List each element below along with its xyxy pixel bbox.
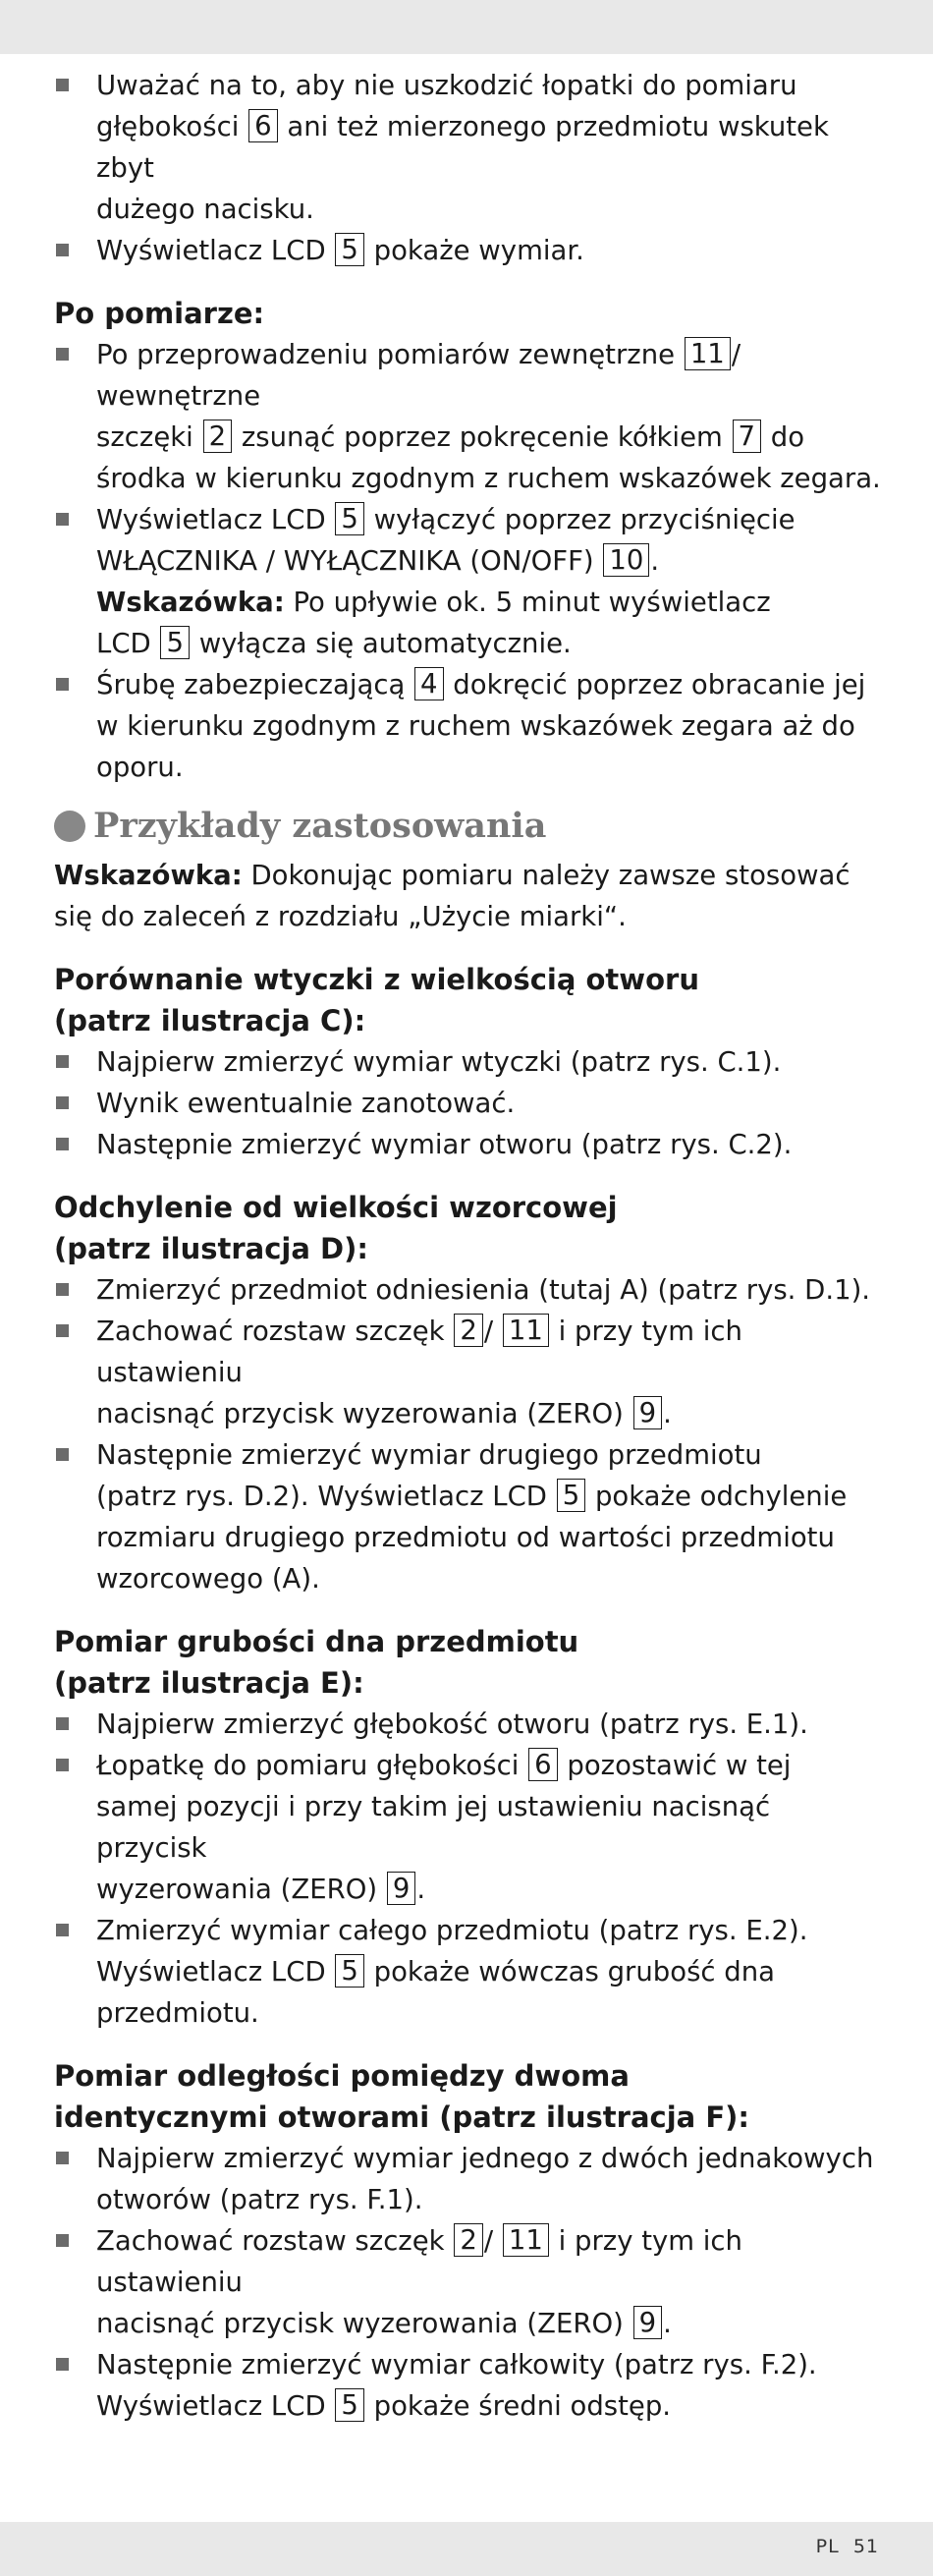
part-number-box: 5 xyxy=(335,233,364,266)
list-item: Wynik ewentualnie zanotować. xyxy=(54,1083,889,1124)
list-item: Najpierw zmierzyć wymiar wtyczki (patrz rys. C.1). xyxy=(54,1041,889,1083)
part-number-box: 2 xyxy=(454,2223,483,2257)
part-number-box: 10 xyxy=(603,543,649,577)
list-item: Następnie zmierzyć wymiar drugiego przedmiotu (patrz rys. D.2). Wyświetlacz LCD 5 pokaże odchylenie rozmiaru drugiego przedmiotu od wartości przedmiotu wzorcowego (A). xyxy=(54,1434,889,1599)
list-item: Najpierw zmierzyć głębokość otworu (patrz rys. E.1). xyxy=(54,1704,889,1745)
part-number-box: 2 xyxy=(454,1314,483,1347)
header-band xyxy=(0,0,933,54)
list-item: Wyświetlacz LCD 5 wyłączyć poprzez przyciśnięcie WŁĄCZNIKA / WYŁĄCZNIKA (ON/OFF) 10 . Wskazówka: Po upływie ok. 5 minut wyświetlacz LCD 5 wyłącza się automatycznie. xyxy=(54,499,889,664)
part-number-box: 5 xyxy=(557,1479,586,1512)
page-number: PL 51 xyxy=(815,2536,879,2557)
subsection-c xyxy=(54,959,889,1165)
part-number-box: 9 xyxy=(633,1396,663,1429)
note-paragraph: Wskazówka: Dokonując pomiaru należy zawsze stosować się do zaleceń z rozdziału „Użycie miarki“. xyxy=(54,860,851,932)
part-number-box: 11 xyxy=(503,1314,549,1347)
list-item: Zachować rozstaw szczęk 2 / 11 i przy tym ich ustawieniu nacisnąć przycisk wyzerowania (ZERO) 9 . xyxy=(54,2220,889,2344)
part-number-box: 6 xyxy=(248,109,278,142)
list-item: Śrubę zabezpieczającą 4 dokręcić poprzez obracanie jej w kierunku zgodnym z ruchem wskazówek zegara aż do oporu. xyxy=(54,664,889,788)
subsection-heading: Pomiar grubości dna przedmiotu (patrz ilustracja E): xyxy=(54,1625,579,1700)
list-item: Zachować rozstaw szczęk 2 / 11 i przy tym ich ustawieniu nacisnąć przycisk wyzerowania (ZERO) 9 . xyxy=(54,1311,889,1434)
subsection-heading: Odchylenie od wielkości wzorcowej (patrz ilustracja D): xyxy=(54,1191,618,1265)
part-number-box: 5 xyxy=(335,1954,364,1988)
section-title: Przykłady zastosowania xyxy=(54,802,889,851)
part-number-box: 9 xyxy=(387,1872,416,1905)
part-number-box: 5 xyxy=(335,2388,364,2422)
subsection-heading: Porównanie wtyczki z wielkością otworu (patrz ilustracja C): xyxy=(54,963,699,1037)
list-item: Po przeprowadzeniu pomiarów zewnętrzne 11 / wewnętrzne szczęki 2 zsunąć poprzez pokręcenie kółkiem 7 do środka w kierunku zgodnym z ruchem wskazówek zegara. xyxy=(54,334,889,499)
subsection-f xyxy=(54,2055,889,2427)
part-number-box: 5 xyxy=(335,502,364,535)
list-item: Zmierzyć przedmiot odniesienia (tutaj A) (patrz rys. D.1). xyxy=(54,1269,889,1311)
list-item: Łopatkę do pomiaru głębokości 6 pozostawić w tej samej pozycji i przy takim jej ustawieniu nacisnąć przycisk wyzerowania (ZERO) 9 . xyxy=(54,1745,889,1910)
part-number-box: 7 xyxy=(733,420,762,453)
part-number-box: 11 xyxy=(503,2223,549,2257)
note-label: Wskazówka: xyxy=(96,587,285,618)
list-item: Następnie zmierzyć wymiar całkowity (patrz rys. F.2). Wyświetlacz LCD 5 pokaże średni odstęp. xyxy=(54,2344,889,2427)
part-number-box: 11 xyxy=(685,337,731,370)
page-content xyxy=(54,65,889,2427)
part-number-box: 6 xyxy=(528,1748,558,1781)
part-number-box: 2 xyxy=(203,420,233,453)
note-label: Wskazówka: xyxy=(54,860,243,891)
list-item: Zmierzyć wymiar całego przedmiotu (patrz rys. E.2). Wyświetlacz LCD 5 pokaże wówczas grubość dna przedmiotu. xyxy=(54,1910,889,2034)
list-item: Następnie zmierzyć wymiar otworu (patrz rys. C.2). xyxy=(54,1124,889,1165)
part-number-box: 4 xyxy=(414,667,444,700)
section-heading: Po pomiarze: xyxy=(54,297,265,330)
list-item: Uważać na to, aby nie uszkodzić łopatki do pomiaru głębokości 6 ani też mierzonego przedmiotu wskutek zbyt dużego nacisku. xyxy=(54,65,889,230)
subsection-heading: Pomiar odległości pomiędzy dwoma identycznymi otworami (patrz ilustracja F): xyxy=(54,2059,749,2134)
subsection-d xyxy=(54,1187,889,1599)
footer-band xyxy=(0,2522,933,2576)
bullet-circle-icon xyxy=(54,811,85,842)
subsection-e xyxy=(54,1621,889,2034)
part-number-box: 5 xyxy=(160,626,190,659)
list-item: Wyświetlacz LCD 5 pokaże wymiar. xyxy=(54,230,889,271)
part-number-box: 9 xyxy=(633,2306,663,2339)
list-item: Najpierw zmierzyć wymiar jednego z dwóch jednakowych otworów (patrz rys. F.1). xyxy=(54,2138,889,2220)
